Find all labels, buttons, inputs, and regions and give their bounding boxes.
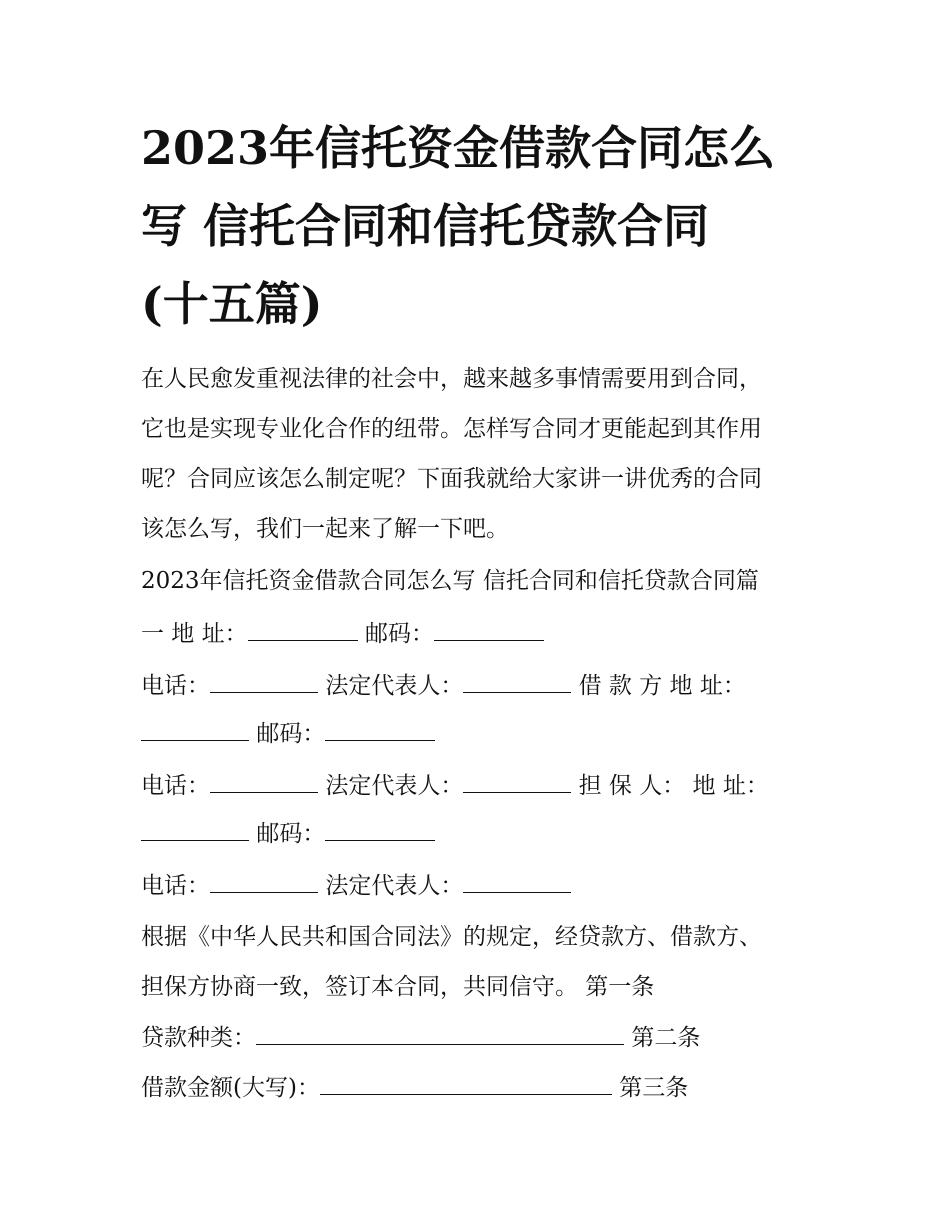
legal-rep-label: 法定代表人： <box>325 673 464 699</box>
intro-line-3: 呢？合同应该怎么制定呢？下面我就给大家讲一讲优秀的合同 <box>141 466 762 492</box>
phone-label: 电话： <box>141 773 210 799</box>
basis-line-1: 根据《中华人民共和国合同法》的规定，经贷款方、借款方、 <box>141 924 762 950</box>
borrower-address-label: 借 款 方 地 址： <box>578 673 746 699</box>
loan-amount-row <box>141 1072 688 1103</box>
phone-blank[interactable] <box>210 870 318 893</box>
document-title-line-3: (十五篇) <box>141 277 323 331</box>
borrower-phone-row <box>141 770 769 801</box>
article-third: 第三条 <box>619 1075 689 1101</box>
guarantor-address-label: 担 保 人： 地 址： <box>578 773 769 799</box>
loan-amount-blank[interactable] <box>320 1072 612 1095</box>
borrower-address-row <box>141 718 435 749</box>
postcode-blank[interactable] <box>434 618 544 641</box>
guarantor-phone-row <box>141 870 571 901</box>
guarantor-address-blank[interactable] <box>141 818 249 841</box>
postcode-label: 邮码： <box>256 821 326 847</box>
postcode-blank[interactable] <box>325 718 435 741</box>
intro-line-1: 在人民愈发重视法律的社会中，越来越多事情需要用到合同， <box>141 366 762 392</box>
document-title-line-2: 写 信托合同和信托贷款合同 <box>141 199 710 253</box>
document-title-line-1: 2023年信托资金借款合同怎么 <box>141 121 776 175</box>
guarantor-address-row <box>141 818 435 849</box>
loan-type-label: 贷款种类： <box>141 1025 256 1051</box>
intro-line-2: 它也是实现专业化合作的纽带。怎样写合同才更能起到其作用 <box>141 416 762 442</box>
phone-blank[interactable] <box>210 670 318 693</box>
intro-line-4: 该怎么写，我们一起来了解一下吧。 <box>141 516 509 542</box>
legal-rep-label: 法定代表人： <box>325 773 464 799</box>
address-blank[interactable] <box>248 618 358 641</box>
lender-phone-row <box>141 670 746 701</box>
postcode-label: 邮码： <box>256 721 326 747</box>
legal-rep-blank[interactable] <box>463 670 571 693</box>
legal-rep-blank[interactable] <box>463 870 571 893</box>
legal-rep-label: 法定代表人： <box>325 873 464 899</box>
address-label: 一 地 址： <box>141 621 248 647</box>
loan-amount-label: 借款金额(大写)： <box>141 1075 320 1101</box>
phone-label: 电话： <box>141 673 210 699</box>
phone-blank[interactable] <box>210 770 318 793</box>
phone-label: 电话： <box>141 873 210 899</box>
legal-rep-blank[interactable] <box>463 770 571 793</box>
postcode-blank[interactable] <box>325 818 435 841</box>
postcode-label: 邮码： <box>364 621 434 647</box>
section-heading: 2023年信托资金借款合同怎么写 信托合同和信托贷款合同篇 <box>141 568 759 594</box>
loan-type-row <box>141 1022 700 1053</box>
lender-address-row <box>141 618 544 649</box>
borrower-address-blank[interactable] <box>141 718 249 741</box>
basis-line-2: 担保方协商一致，签订本合同，共同信守。 第一条 <box>141 974 655 1000</box>
loan-type-blank[interactable] <box>256 1022 624 1045</box>
article-second: 第二条 <box>631 1025 701 1051</box>
